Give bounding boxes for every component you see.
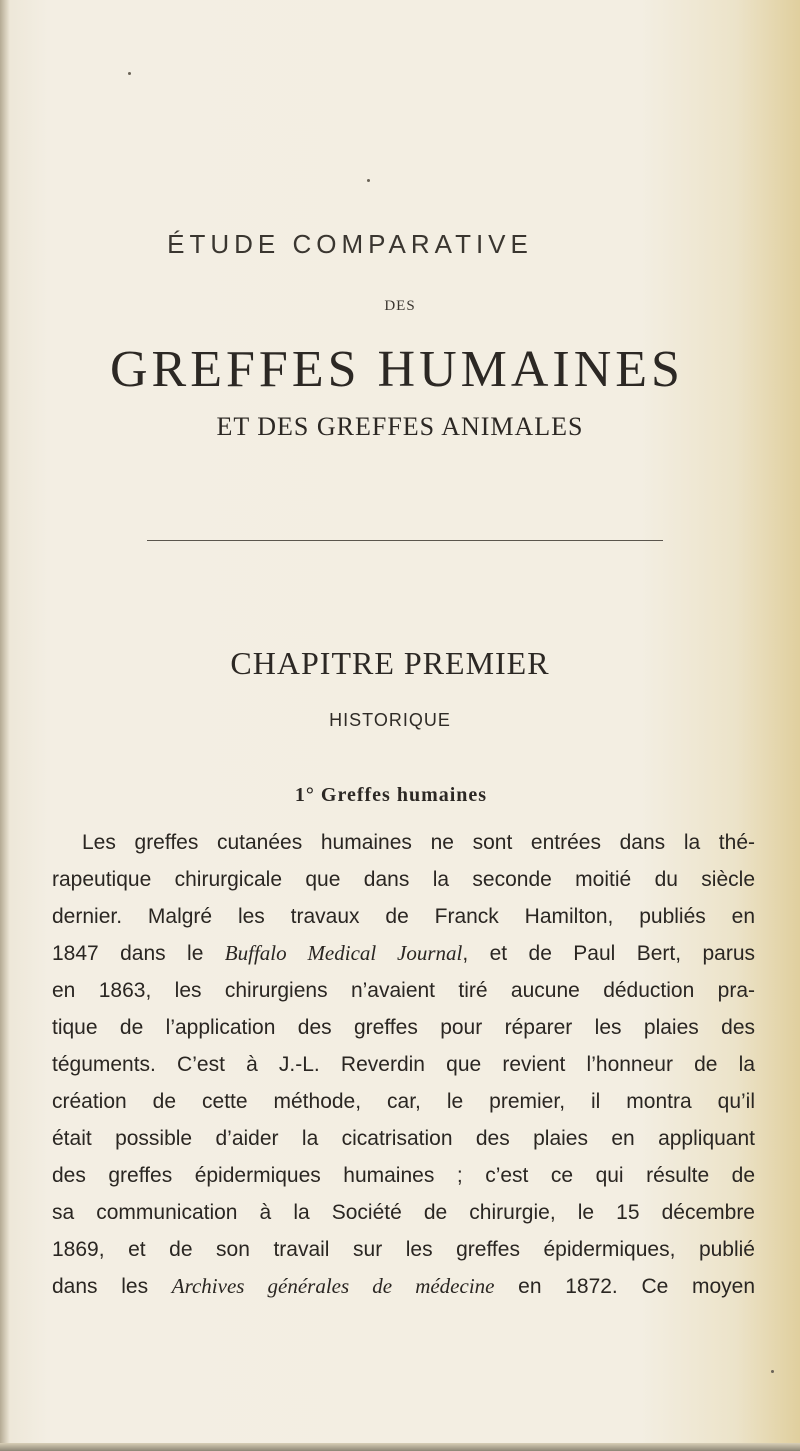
paragraph-line xyxy=(52,1046,755,1083)
line-text: était possible d’aider la cicatrisation des plaies en appliquant xyxy=(52,1127,755,1150)
body-paragraph xyxy=(52,824,755,1305)
paragraph-line xyxy=(52,1083,755,1120)
line-text: , et de Paul Bert, parus xyxy=(462,942,755,965)
paragraph-line xyxy=(52,824,755,861)
line-text: tique de l’application des greffes pour réparer les plaies des xyxy=(52,1016,755,1039)
paragraph-line xyxy=(52,1194,755,1231)
paragraph-line xyxy=(52,1157,755,1194)
line-text: en 1863, les chirurgiens n’avaient tiré aucune déduction pra- xyxy=(52,979,755,1002)
chapter-title: CHAPITRE PREMIER xyxy=(230,645,550,681)
paper-speck xyxy=(367,179,370,182)
section-heading: 1° Greffes humaines xyxy=(294,784,488,806)
paragraph-line xyxy=(52,935,755,972)
sub-title: ET DES GREFFES ANIMALES xyxy=(216,412,584,441)
line-text: 1847 dans le xyxy=(52,942,225,965)
des-line: DES xyxy=(384,298,416,314)
paragraph-line xyxy=(52,898,755,935)
line-text: dans les xyxy=(52,1275,172,1298)
line-text: 1869, et de son travail sur les greffes épidermiques, publié xyxy=(52,1238,755,1261)
line-text: téguments. C’est à J.-L. Reverdin que revient l’honneur de la xyxy=(52,1053,755,1076)
archives-title-italic: Archives générales de médecine xyxy=(171,1274,495,1298)
paragraph-line xyxy=(52,1268,755,1305)
paragraph-line xyxy=(52,1009,755,1046)
line-text: création de cette méthode, car, le premier, il montra qu’il xyxy=(52,1090,755,1113)
line-text: dernier. Malgré les travaux de Franck Hamilton, publiés en xyxy=(52,905,755,928)
line-text: sa communication à la Société de chirurgie, le 15 décembre xyxy=(52,1201,755,1224)
line-text: rapeutique chirurgicale que dans la seconde moitié du siècle xyxy=(52,868,755,891)
line-text: des greffes épidermiques humaines ; c’est ce qui résulte de xyxy=(52,1164,755,1187)
paper-speck xyxy=(128,72,131,75)
paragraph-line xyxy=(52,861,755,898)
paragraph-line xyxy=(52,1231,755,1268)
page-bottom-edge xyxy=(0,1443,800,1451)
study-line: ÉTUDE COMPARATIVE xyxy=(167,229,533,259)
main-title: GREFFES HUMAINES xyxy=(110,341,684,398)
chapter-subtitle: HISTORIQUE xyxy=(329,710,451,730)
title-divider-rule xyxy=(147,540,663,541)
line-text: Les greffes cutanées humaines ne sont entrées dans la thé- xyxy=(82,831,755,854)
paper-speck xyxy=(771,1370,774,1373)
journal-title-italic: Buffalo Medical Journal xyxy=(224,941,463,965)
line-text: en 1872. Ce moyen xyxy=(494,1275,755,1298)
paragraph-line xyxy=(52,972,755,1009)
paragraph-line xyxy=(52,1120,755,1157)
